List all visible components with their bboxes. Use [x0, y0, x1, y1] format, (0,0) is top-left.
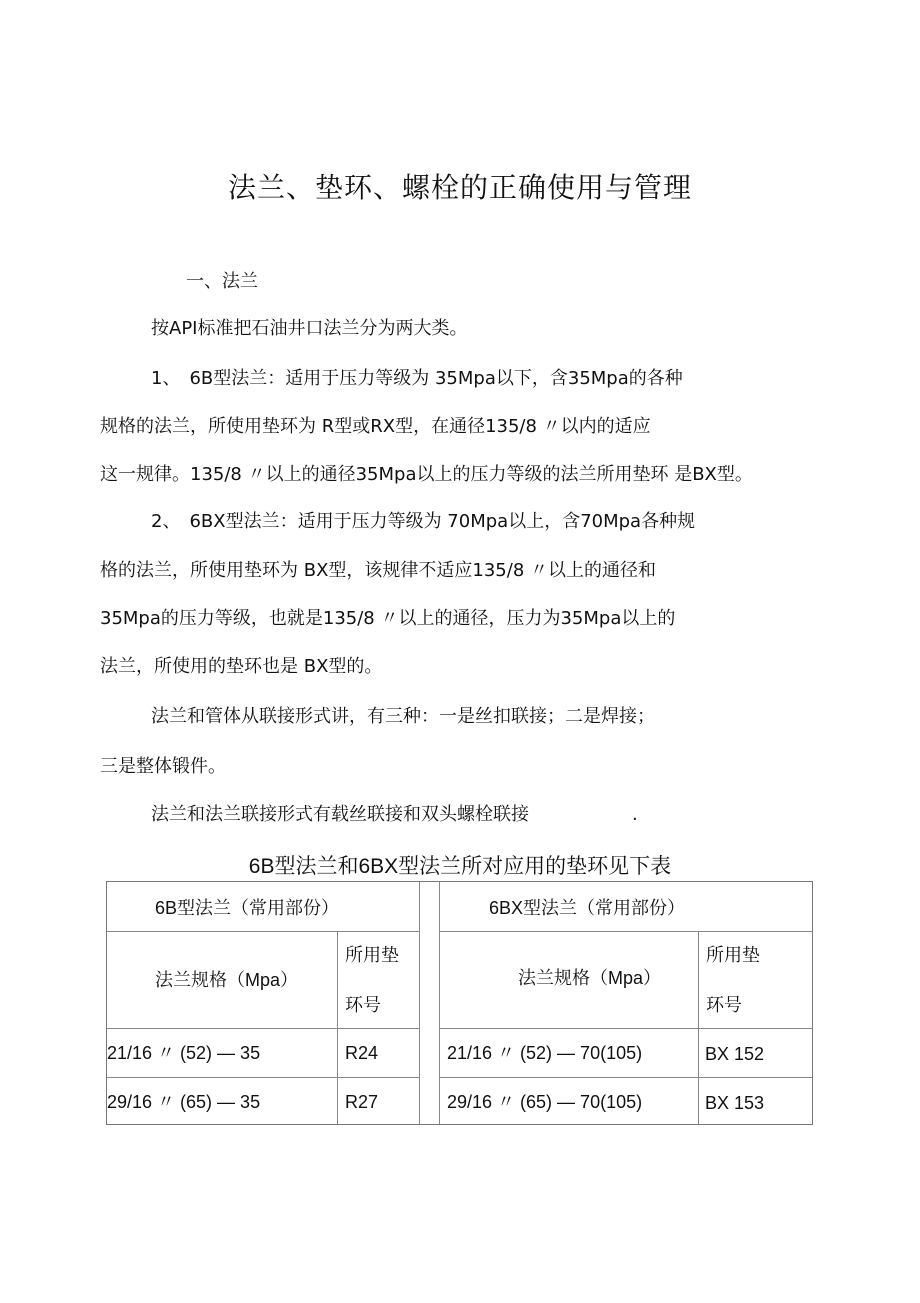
paragraph-line: 这一规律。135/8 〃以上的通径35Mpa以上的压力等级的法兰所用垫环 是BX型。: [100, 464, 753, 485]
right-group-header: 6BX型法兰（常用部份）: [489, 898, 686, 918]
table-rule: [107, 1028, 419, 1029]
table-caption: 6B型法兰和6BX型法兰所对应用的垫环见下表: [248, 855, 672, 878]
table-rule: [107, 931, 419, 932]
right-spec-column-header: 法兰规格（Mpa）: [518, 968, 662, 988]
paragraph-line: 法兰，所使用的垫环也是 BX型的。: [100, 656, 383, 677]
table-rule: [419, 882, 420, 1124]
right-row-2-ring: BX 153: [705, 1093, 765, 1113]
paragraph-line: 2、 6BX型法兰：适用于压力等级为 70Mpa以上，含70Mpa各种规: [151, 511, 696, 532]
right-row-1-ring: BX 152: [705, 1044, 765, 1064]
gasket-ring-table: [106, 881, 813, 1125]
table-rule: [439, 1028, 812, 1029]
paragraph-line: 法兰和法兰联接形式有载丝联接和双头螺栓联接: [151, 804, 529, 825]
left-row-2-ring: R27: [345, 1092, 379, 1112]
paragraph-line: 法兰和管体从联接形式讲，有三种：一是丝扣联接；二是焊接；: [151, 706, 655, 727]
section-heading-flange: 一、法兰: [186, 271, 258, 292]
table-rule: [439, 882, 440, 1124]
table-rule: [439, 1077, 812, 1078]
document-title: 法兰、垫环、螺栓的正确使用与管理: [227, 171, 692, 204]
table-rule: [698, 931, 699, 1124]
table-rule: [107, 1077, 419, 1078]
paragraph-line: 格的法兰，所使用垫环为 BX型，该规律不适应135/8 〃以上的通径和: [100, 560, 656, 581]
left-spec-column-header: 法兰规格（Mpa）: [155, 970, 299, 990]
right-ring-column-header-line2: 环号: [706, 995, 742, 1015]
left-row-1-spec: 21/16 〃 (52) — 35: [107, 1043, 261, 1063]
left-group-header: 6B型法兰（常用部份）: [155, 898, 340, 918]
left-row-1-ring: R24: [345, 1043, 379, 1063]
trailing-period: .: [632, 804, 638, 825]
right-ring-column-header-line1: 所用垫: [706, 945, 760, 965]
paragraph-line: 三是整体锻件。: [100, 756, 226, 777]
right-row-2-spec: 29/16 〃 (65) — 70(105): [447, 1092, 643, 1112]
table-rule: [337, 931, 338, 1124]
left-ring-column-header-line1: 所用垫: [345, 945, 399, 965]
paragraph-line: 35Mpa的压力等级，也就是135/8 〃以上的通径，压力为35Mpa以上的: [100, 608, 676, 629]
paragraph-line: 1、 6B型法兰：适用于压力等级为 35Mpa以下，含35Mpa的各种: [151, 368, 683, 389]
paragraph-line: 规格的法兰，所使用垫环为 R型或RX型，在通径135/8 〃以内的适应: [100, 416, 651, 437]
table-rule: [439, 931, 812, 932]
left-row-2-spec: 29/16 〃 (65) — 35: [107, 1092, 261, 1112]
left-ring-column-header-line2: 环号: [345, 995, 381, 1015]
paragraph-line: 按API标准把石油井口法兰分为两大类。: [151, 318, 468, 339]
right-row-1-spec: 21/16 〃 (52) — 70(105): [447, 1043, 643, 1063]
